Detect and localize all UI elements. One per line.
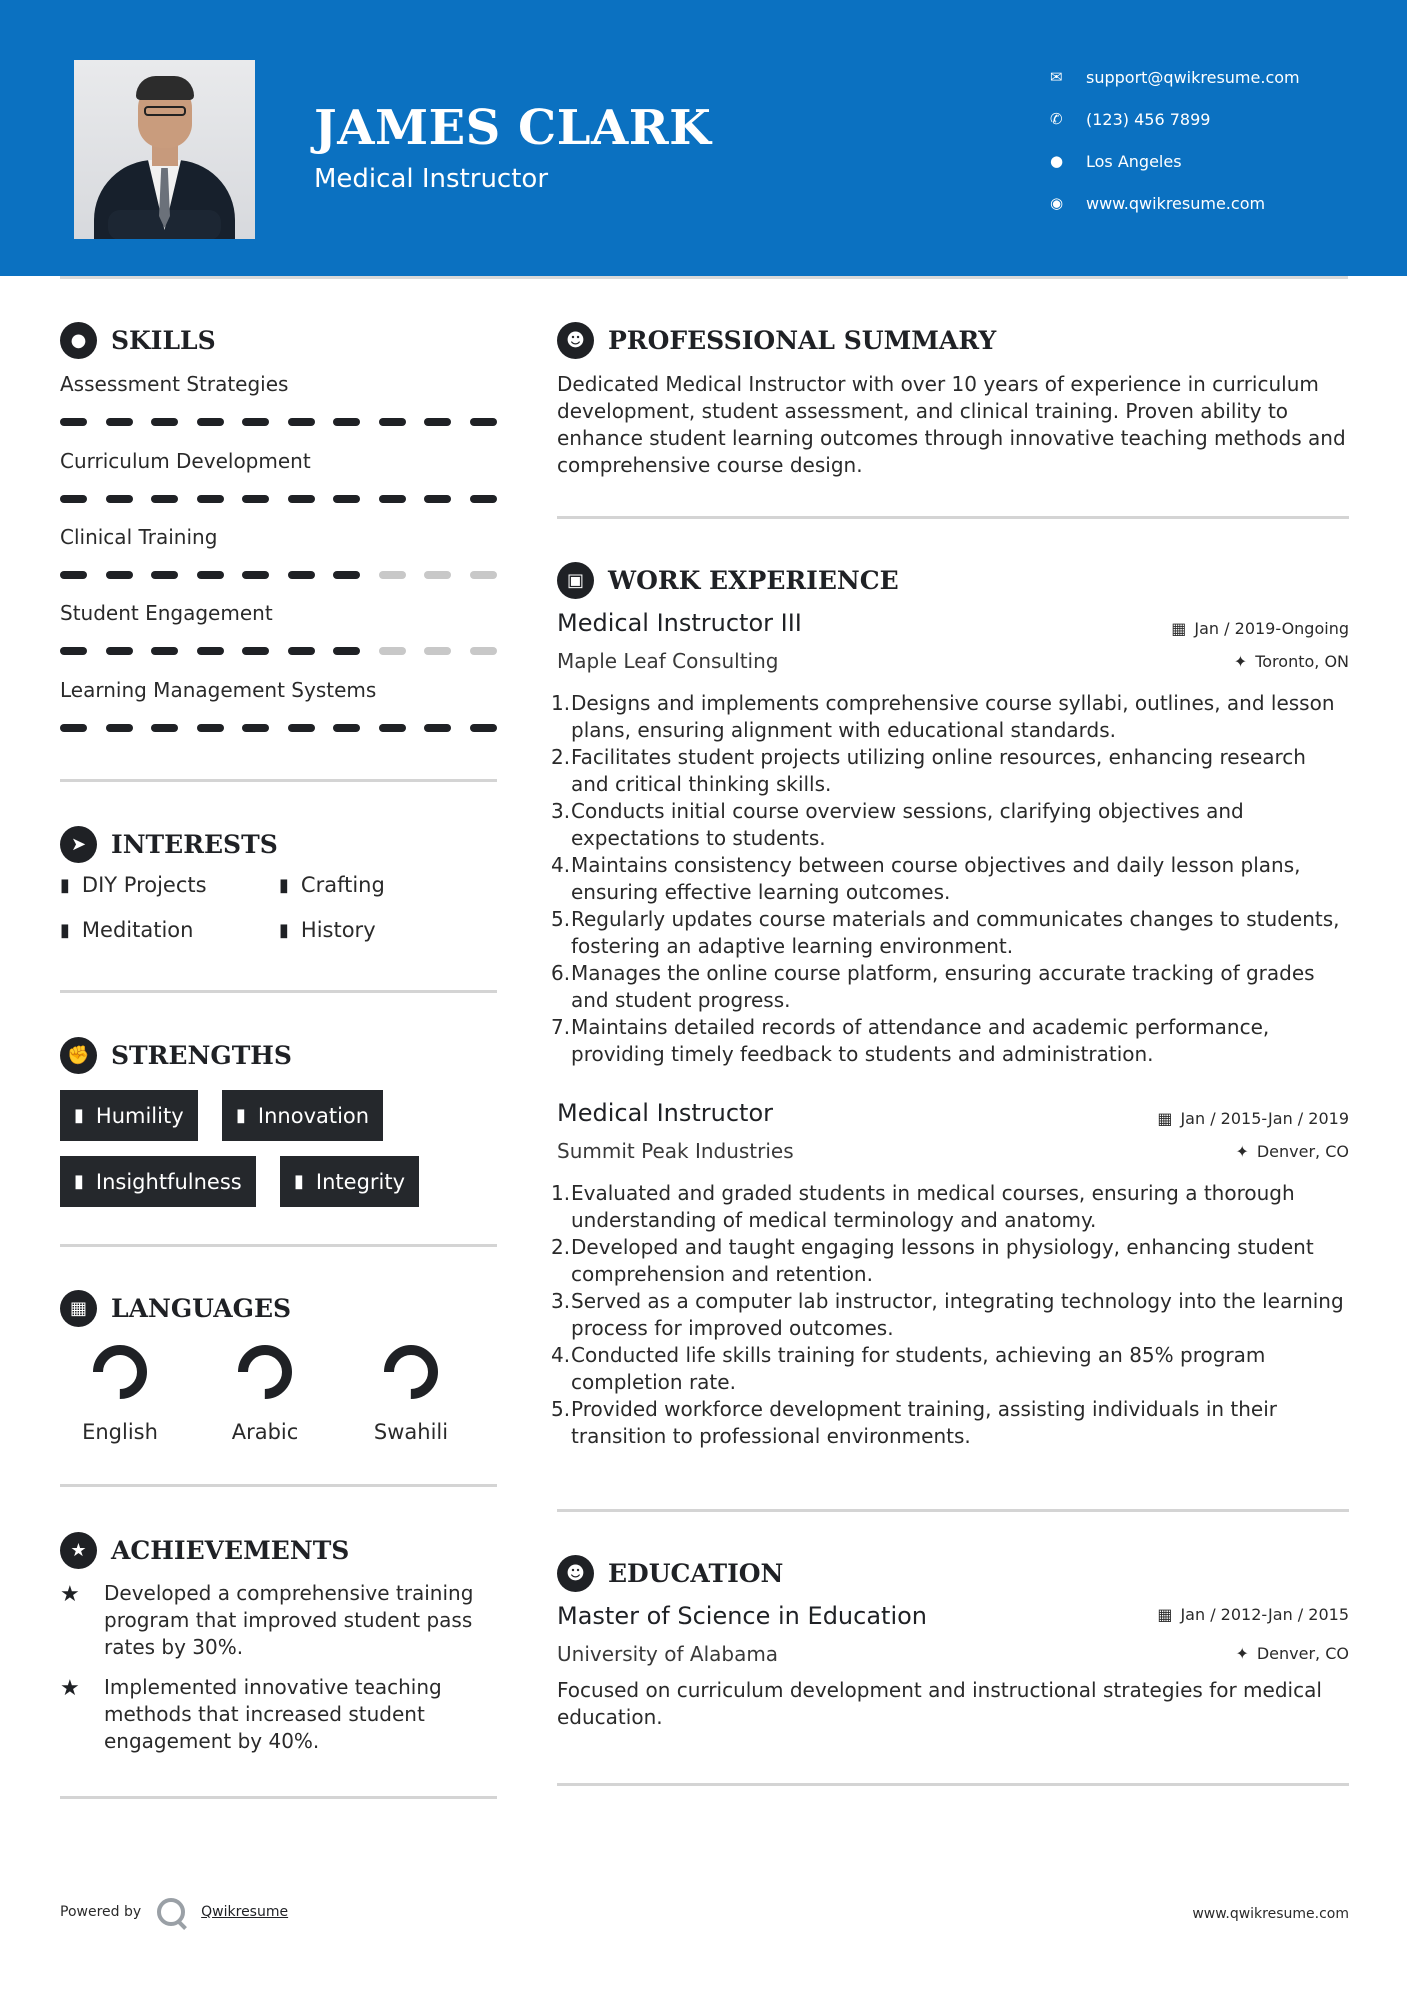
language-level-ring	[90, 1342, 150, 1402]
skills-heading: ● SKILLS	[60, 322, 216, 359]
skill-item: Assessment Strategies	[60, 372, 497, 426]
strength-tag: ▮ Integrity	[280, 1156, 419, 1207]
duty-item: 5. Provided workforce development training, assisting individuals in their transition to professional environments.	[551, 1397, 1278, 1448]
achievements-heading: ★ ACHIEVEMENTS	[60, 1532, 349, 1569]
resume-header	[0, 0, 1407, 276]
paper-plane-icon: ➤	[60, 826, 97, 863]
profile-photo	[74, 60, 255, 239]
skill-level-bar	[60, 571, 497, 579]
interests-heading: ➤ INTERESTS	[60, 826, 278, 863]
achievement-item: ★ Implemented innovative teaching methods that increased student engagement by 40%.	[60, 1675, 442, 1753]
skill-level-dash	[288, 647, 315, 655]
duty-item: 6. Manages the online course platform, ensuring accurate tracking of grades and student progress.	[551, 961, 1315, 1012]
footer-brand-link[interactable]: Qwikresume	[201, 1904, 289, 1920]
graduate-icon: ☻	[557, 1555, 594, 1592]
duty-item: 7. Maintains detailed records of attendance and academic performance, providing timely feedback to students and administration.	[551, 1015, 1270, 1066]
skill-level-bar	[60, 724, 497, 732]
duty-item: 5. Regularly updates course materials and communicates changes to students, fostering an adaptive learning environment.	[551, 907, 1340, 958]
education-school: University of Alabama	[557, 1642, 779, 1666]
strength-tag: ▮ Insightfulness	[60, 1156, 256, 1207]
skill-level-dash	[424, 724, 451, 732]
job-duties	[551, 690, 1349, 1068]
user-icon: ☻	[557, 322, 594, 359]
candidate-name: JAMES CLARK	[314, 100, 712, 156]
contact-location: ● Los Angeles	[1050, 151, 1182, 171]
skill-item: Learning Management Systems	[60, 678, 497, 732]
contact-phone[interactable]: ✆ (123) 456 7899	[1050, 109, 1211, 129]
job-company: Summit Peak Industries	[557, 1139, 794, 1163]
book-icon: ▮	[279, 919, 289, 941]
section-divider	[557, 1783, 1349, 1786]
book-icon: ▮	[294, 1171, 304, 1192]
skill-level-dash	[470, 418, 497, 426]
skill-level-dash	[242, 495, 269, 503]
duty-item: 1. Evaluated and graded students in medical courses, ensuring a thorough understanding of medical terminology and anatomy.	[551, 1181, 1295, 1232]
footer-powered-by: Powered by Qwikresume	[60, 1898, 288, 1926]
skill-level-dash	[242, 724, 269, 732]
calendar-icon: ▦	[1157, 1109, 1173, 1128]
duty-item: 4. Conducted life skills training for students, achieving an 85% program completion rate.	[551, 1343, 1266, 1394]
section-divider	[60, 1244, 497, 1247]
skill-level-dash	[288, 724, 315, 732]
skill-level-bar	[60, 647, 497, 655]
skill-level-dash	[151, 571, 178, 579]
footer-website[interactable]: www.qwikresume.com	[1192, 1906, 1349, 1922]
skill-level-dash	[333, 647, 360, 655]
skill-level-dash	[470, 571, 497, 579]
skill-level-dash	[424, 418, 451, 426]
candidate-title: Medical Instructor	[314, 164, 549, 194]
interest-item: ▮ DIY Projects	[60, 873, 207, 897]
interest-item: ▮ History	[279, 918, 376, 942]
education-description: Focused on curriculum development and instructional strategies for medical education.	[557, 1678, 1322, 1729]
strengths-heading: ✊ STRENGTHS	[60, 1037, 292, 1074]
summary-text: Dedicated Medical Instructor with over 10 years of experience in curriculum development, student assessment, and clinical training. Proven ability to enhance student learning outcomes through innovative teaching methods and comprehensive course design.	[557, 372, 1346, 477]
contact-website[interactable]: ◉ www.qwikresume.com	[1050, 193, 1266, 213]
language-item: English	[55, 1342, 185, 1444]
calendar-icon: ▦	[1157, 1605, 1173, 1624]
education-dates: ▦ Jan / 2012-Jan / 2015	[1157, 1605, 1349, 1624]
skill-level-dash	[106, 724, 133, 732]
education-location: ✦ Denver, CO	[1235, 1644, 1349, 1663]
skill-level-dash	[379, 495, 406, 503]
job-title: Medical Instructor III	[557, 609, 802, 637]
interest-item: ▮ Meditation	[60, 918, 194, 942]
fist-icon: ✊	[60, 1037, 97, 1074]
duty-item: 3. Served as a computer lab instructor, integrating technology into the learning process for improved outcomes.	[551, 1289, 1344, 1340]
section-divider	[60, 1484, 497, 1487]
skill-level-dash	[424, 495, 451, 503]
duty-item: 3. Conducts initial course overview sessions, clarifying objectives and expectations to students.	[551, 799, 1244, 850]
section-divider	[60, 1796, 497, 1799]
lightbulb-icon: ●	[60, 322, 97, 359]
globe-icon: ◉	[1050, 194, 1064, 212]
skill-level-dash	[197, 647, 224, 655]
skill-level-dash	[106, 495, 133, 503]
header-divider	[60, 276, 1348, 279]
skill-level-dash	[151, 724, 178, 732]
skill-level-dash	[60, 724, 87, 732]
skill-level-bar	[60, 418, 497, 426]
language-item: Arabic	[200, 1342, 330, 1444]
skill-item: Clinical Training	[60, 525, 497, 579]
qwikresume-logo-icon	[157, 1898, 185, 1926]
strength-tag: ▮ Humility	[60, 1090, 198, 1141]
duty-item: 2. Facilitates student projects utilizing online resources, enhancing research and critical thinking skills.	[551, 745, 1306, 796]
experience-heading: ▣ WORK EXPERIENCE	[557, 562, 899, 599]
pin-icon: ✦	[1235, 1644, 1249, 1663]
skill-level-dash	[242, 647, 269, 655]
skill-level-dash	[333, 495, 360, 503]
job-title: Medical Instructor	[557, 1099, 774, 1127]
skill-level-dash	[151, 495, 178, 503]
skill-level-dash	[288, 495, 315, 503]
skill-level-dash	[106, 571, 133, 579]
skill-item: Student Engagement	[60, 601, 497, 655]
skill-level-dash	[197, 495, 224, 503]
duty-item: 2. Developed and taught engaging lessons in physiology, enhancing student comprehension and retention.	[551, 1235, 1314, 1286]
job-duties	[551, 1180, 1349, 1450]
book-icon: ▮	[236, 1105, 246, 1126]
contact-email[interactable]: ✉ support@qwikresume.com	[1050, 67, 1300, 87]
office-chair-icon: ▣	[557, 562, 594, 599]
language-level-arc	[389, 1350, 433, 1394]
education-degree: Master of Science in Education	[557, 1602, 928, 1630]
language-level-arc	[243, 1350, 287, 1394]
skill-level-dash	[379, 724, 406, 732]
achievement-item: ★ Developed a comprehensive training program that improved student pass rates by 30%.	[60, 1581, 474, 1659]
skill-level-dash	[151, 647, 178, 655]
skill-level-dash	[60, 418, 87, 426]
language-item: Swahili	[346, 1342, 476, 1444]
skill-level-dash	[106, 418, 133, 426]
skill-level-dash	[242, 418, 269, 426]
location-pin-icon: ●	[1050, 152, 1064, 170]
book-icon: ▮	[60, 919, 70, 941]
skill-level-dash	[333, 724, 360, 732]
skill-level-bar	[60, 495, 497, 503]
languages-heading: ▦ LANGUAGES	[60, 1290, 291, 1327]
book-icon: ▮	[74, 1105, 84, 1126]
skill-level-dash	[333, 571, 360, 579]
section-divider	[60, 990, 497, 993]
skill-level-dash	[197, 418, 224, 426]
job-location: ✦ Denver, CO	[1235, 1142, 1349, 1161]
language-icon: ▦	[60, 1290, 97, 1327]
skill-level-dash	[60, 571, 87, 579]
strength-tag: ▮ Innovation	[222, 1090, 383, 1141]
star-icon: ★	[60, 1676, 80, 1701]
skill-level-dash	[288, 418, 315, 426]
phone-icon: ✆	[1050, 110, 1063, 128]
book-icon: ▮	[279, 874, 289, 896]
skill-level-dash	[60, 495, 87, 503]
job-location: ✦ Toronto, ON	[1233, 652, 1349, 671]
book-icon: ▮	[74, 1171, 84, 1192]
envelope-icon: ✉	[1050, 68, 1063, 86]
skill-level-dash	[379, 418, 406, 426]
language-level-ring	[381, 1342, 441, 1402]
pin-icon: ✦	[1233, 652, 1248, 671]
skill-item: Curriculum Development	[60, 449, 497, 503]
education-heading: ☻ EDUCATION	[557, 1555, 783, 1592]
duty-item: 1. Designs and implements comprehensive course syllabi, outlines, and lesson plans, ensuring alignment with educational standards.	[551, 691, 1335, 742]
section-divider	[60, 779, 497, 782]
interest-item: ▮ Crafting	[279, 873, 385, 897]
skill-level-dash	[151, 418, 178, 426]
section-divider	[557, 1509, 1349, 1512]
star-badge-icon: ★	[60, 1532, 97, 1569]
skill-level-dash	[106, 647, 133, 655]
skill-level-dash	[60, 647, 87, 655]
skill-level-dash	[424, 647, 451, 655]
job-dates: ▦ Jan / 2019-Ongoing	[1171, 619, 1349, 638]
section-divider	[557, 516, 1349, 519]
skill-level-dash	[197, 724, 224, 732]
contact-list	[1050, 56, 1300, 224]
calendar-icon: ▦	[1171, 619, 1187, 638]
language-level-ring	[235, 1342, 295, 1402]
duty-item: 4. Maintains consistency between course objectives and daily lesson plans, ensuring effective learning outcomes.	[551, 853, 1301, 904]
skill-level-dash	[379, 571, 406, 579]
language-level-arc	[98, 1350, 142, 1394]
skill-level-dash	[242, 571, 269, 579]
book-icon: ▮	[60, 874, 70, 896]
skill-level-dash	[379, 647, 406, 655]
skill-level-dash	[470, 724, 497, 732]
skill-level-dash	[470, 495, 497, 503]
skill-level-dash	[424, 571, 451, 579]
skill-level-dash	[288, 571, 315, 579]
job-company: Maple Leaf Consulting	[557, 649, 779, 673]
skill-level-dash	[197, 571, 224, 579]
pin-icon: ✦	[1235, 1142, 1249, 1161]
job-dates: ▦ Jan / 2015-Jan / 2019	[1157, 1109, 1349, 1128]
skill-level-dash	[470, 647, 497, 655]
skill-level-dash	[333, 418, 360, 426]
summary-heading: ☻ PROFESSIONAL SUMMARY	[557, 322, 996, 359]
star-icon: ★	[60, 1582, 80, 1607]
